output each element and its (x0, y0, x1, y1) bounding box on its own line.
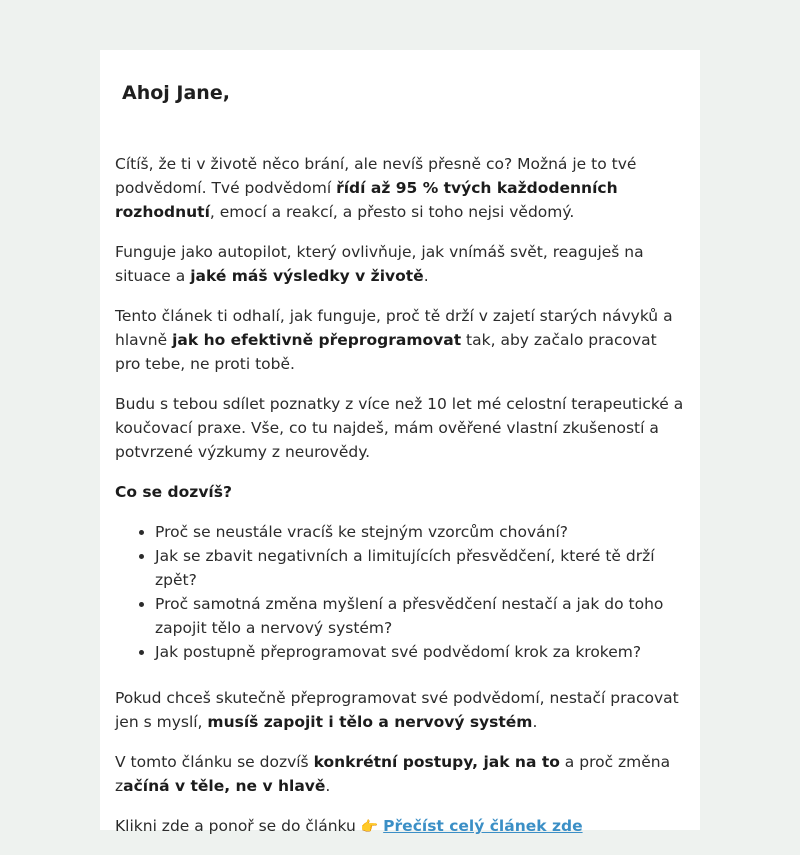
list-item: • Proč se neustále vracíš ke stejným vzorcům chování? (155, 520, 685, 544)
text: Funguje jako autopilot, který ovlivňuje, jak vnímáš svět, reaguješ na situace a (115, 243, 644, 285)
paragraph-change (115, 750, 685, 798)
text: . (423, 267, 429, 285)
email-body (115, 152, 685, 855)
paragraph-body (115, 686, 685, 734)
text: Tento článek ti odhalí, jak funguje, proč tě drží v zajetí starých návyků a hlavně (115, 307, 673, 349)
bold-text: Co se dozvíš? (115, 483, 232, 501)
text: tak, aby začalo pracovat pro tebe, ne proti tobě. (115, 331, 657, 373)
greeting: Ahoj Jane, (122, 82, 230, 104)
bold-text: jaké máš výsledky v životě (190, 267, 424, 285)
text: , emocí a reakcí, a přesto si toho nejsi vědomý. (209, 203, 575, 221)
bold-text: musíš zapojit i tělo a nervový systém (207, 713, 533, 731)
list-item: • Proč samotná změna myšlení a přesvědčení nestačí a jak do toho zapojit tělo a nervový systém? (155, 592, 685, 640)
bold-text: řídí až 95 % tvých každodenních rozhodnutí (115, 179, 618, 221)
paragraph-experience: Budu s tebou sdílet poznatky z více než 10 let mé celostní terapeutické a koučovací praxe. Vše, co tu najdeš, mám ověřené vlastní zkušeností a potvrzené výzkumy z neurovědy. (115, 395, 684, 461)
bold-text: konkrétní postupy, jak na to (313, 753, 560, 771)
learn-heading (115, 480, 685, 504)
pointing-hand-icon: 👉 (360, 819, 379, 835)
text: Pokud chceš skutečně přeprogramovat své podvědomí, nestačí pracovat jen s myslí, (115, 689, 679, 731)
text: a proč změna z (115, 753, 671, 795)
read-article-link[interactable]: Přečíst celý článek zde (383, 817, 583, 835)
paragraph-article (115, 304, 685, 376)
bold-text: jak ho efektivně přeprogramovat (172, 331, 462, 349)
list-item: • Jak se zbavit negativních a limitujících přesvědčení, které tě drží zpět? (155, 544, 685, 592)
paragraph-autopilot (115, 240, 685, 288)
text: Cítíš, že ti v životě něco brání, ale nevíš přesně co? Možná je to tvé podvědomí. Tvé podvědomí (115, 155, 637, 197)
list-item: • Jak postupně přeprogramovat své podvědomí krok za krokem? (155, 640, 685, 664)
email-card (100, 50, 700, 835)
learn-list (115, 520, 685, 664)
paragraph-intro (115, 152, 685, 224)
text: Klikni zde a ponoř se do článku (115, 817, 361, 835)
bold-text: ačíná v těle, ne v hlavě (123, 777, 326, 795)
paragraph-cta (115, 814, 685, 839)
text: V tomto článku se dozvíš (115, 753, 314, 771)
text: . (325, 777, 331, 795)
text: . (532, 713, 538, 731)
